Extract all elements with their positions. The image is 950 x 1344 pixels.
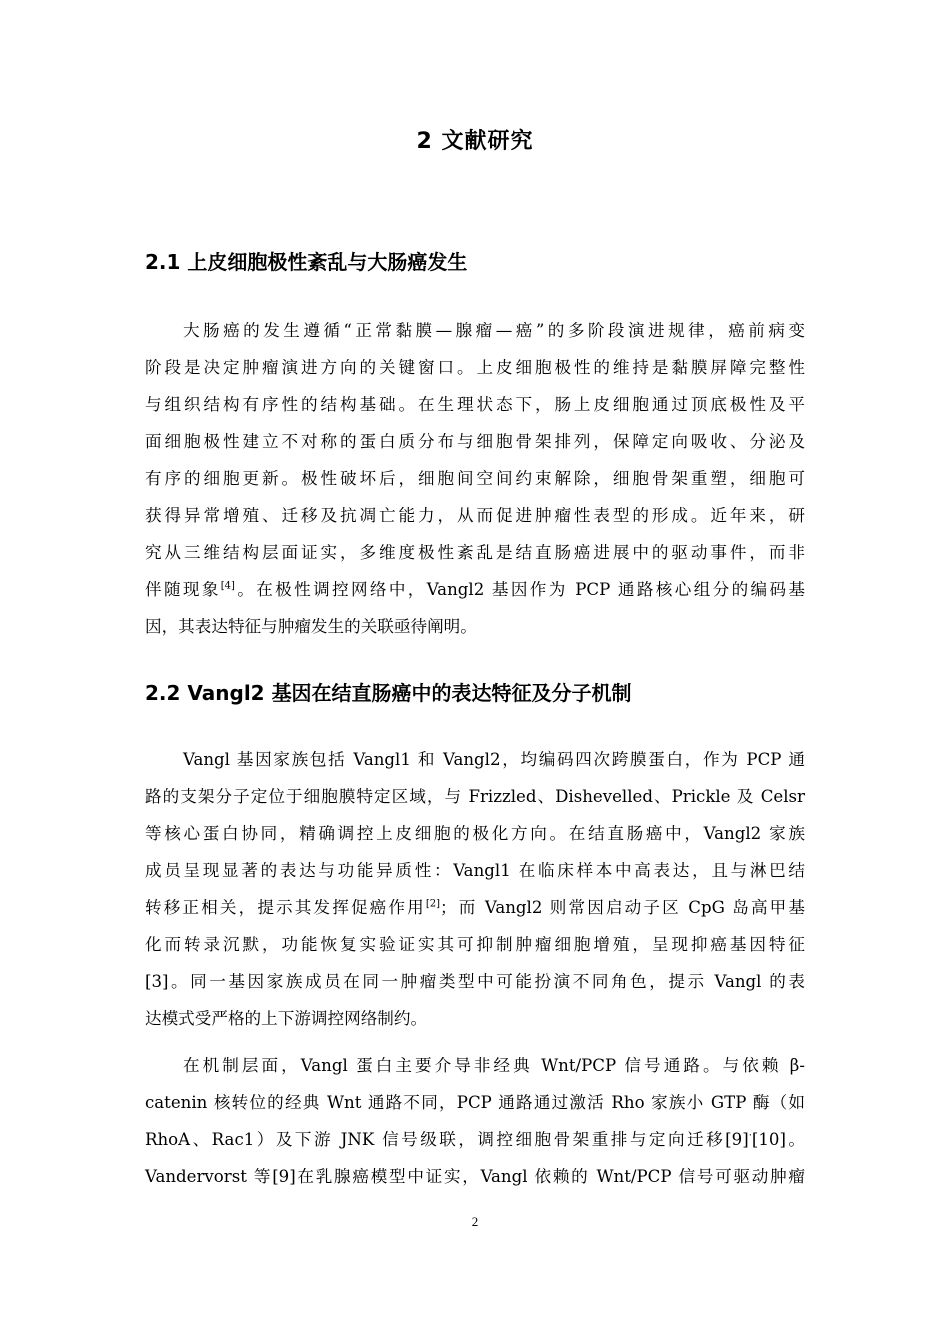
text-line <box>145 897 805 919</box>
citation-separator: · <box>748 1130 752 1142</box>
citation: [4] <box>220 580 235 592</box>
text-segment: 。在极性调控网络中，Vangl2 基因作为 PCP 通路核心组分的编码基 <box>234 580 805 599</box>
text-line: 与组织结构有序性的结构基础。在生理状态下，肠上皮细胞通过顶底极性及平 <box>145 395 805 414</box>
text-line: 大肠癌的发生遵循“正常黏膜—腺瘤—癌”的多阶段演进规律，癌前病变 <box>183 321 805 340</box>
text-segment: 转移正相关，提示其发挥促癌作用 <box>145 898 426 917</box>
section-heading-2-2: 2.2 Vangl2 基因在结直肠癌中的表达特征及分子机制 <box>145 681 632 705</box>
text-line: 有序的细胞更新。极性破坏后，细胞间空间约束解除，细胞骨架重塑，细胞可 <box>145 469 805 488</box>
text-line: 阶段是决定肿瘤演进方向的关键窗口。上皮细胞极性的维持是黏膜屏障完整性 <box>145 358 805 377</box>
section-heading-2-1: 2.1 上皮细胞极性紊乱与大肠癌发生 <box>145 250 468 274</box>
text-line: 面细胞极性建立不对称的蛋白质分布与细胞骨架排列，保障定向吸收、分泌及 <box>145 432 805 451</box>
text-line: Vandervorst 等[9]在乳腺癌模型中证实，Vangl 依赖的 Wnt/PCP 信号可驱动肿瘤 <box>145 1167 805 1186</box>
text-segment: 伴随现象 <box>145 580 221 599</box>
text-segment: ；而 Vangl2 则常因启动子区 CpG 岛高甲基 <box>440 898 805 917</box>
text-line: 等核心蛋白协同，精确调控上皮细胞的极化方向。在结直肠癌中，Vangl2 家族 <box>145 824 805 843</box>
chapter-title: 2 文献研究 <box>416 129 534 154</box>
text-segment: [10]。 <box>751 1130 805 1149</box>
citation: [2] <box>425 898 441 910</box>
text-line: 在机制层面，Vangl 蛋白主要介导非经典 Wnt/PCP 信号通路。与依赖 β- <box>183 1056 805 1075</box>
text-line <box>145 1129 805 1151</box>
text-line: 成员呈现显著的表达与功能异质性：Vangl1 在临床样本中高表达，且与淋巴结 <box>145 861 805 880</box>
text-line: 路的支架分子定位于细胞膜特定区域，与 Frizzled、Dishevelled、Prickle 及 Celsr <box>145 787 805 806</box>
page-number: 2 <box>471 1214 479 1229</box>
text-line: 化而转录沉默，功能恢复实验证实其可抑制肿瘤细胞增殖，呈现抑癌基因特征 <box>145 935 805 954</box>
text-line: 达模式受严格的上下游调控网络制约。 <box>145 1009 428 1028</box>
text-line: Vangl 基因家族包括 Vangl1 和 Vangl2，均编码四次跨膜蛋白，作为 PCP 通 <box>183 750 805 769</box>
text-line: 因，其表达特征与肿瘤发生的关联亟待阐明。 <box>145 617 477 636</box>
text-line: catenin 核转位的经典 Wnt 通路不同，PCP 通路通过激活 Rho 家族小 GTP 酶（如 <box>145 1093 805 1112</box>
text-line: 究从三维结构层面证实，多维度极性紊乱是结直肠癌进展中的驱动事件，而非 <box>145 543 805 562</box>
text-line: 获得异常增殖、迁移及抗凋亡能力，从而促进肿瘤性表型的形成。近年来，研 <box>145 506 805 525</box>
text-line <box>145 579 805 601</box>
text-line: [3]。同一基因家族成员在同一肿瘤类型中可能扮演不同角色，提示 Vangl 的表 <box>145 972 805 991</box>
text-segment: RhoA、Rac1）及下游 JNK 信号级联，调控细胞骨架重排与定向迁移[9] <box>145 1130 749 1149</box>
